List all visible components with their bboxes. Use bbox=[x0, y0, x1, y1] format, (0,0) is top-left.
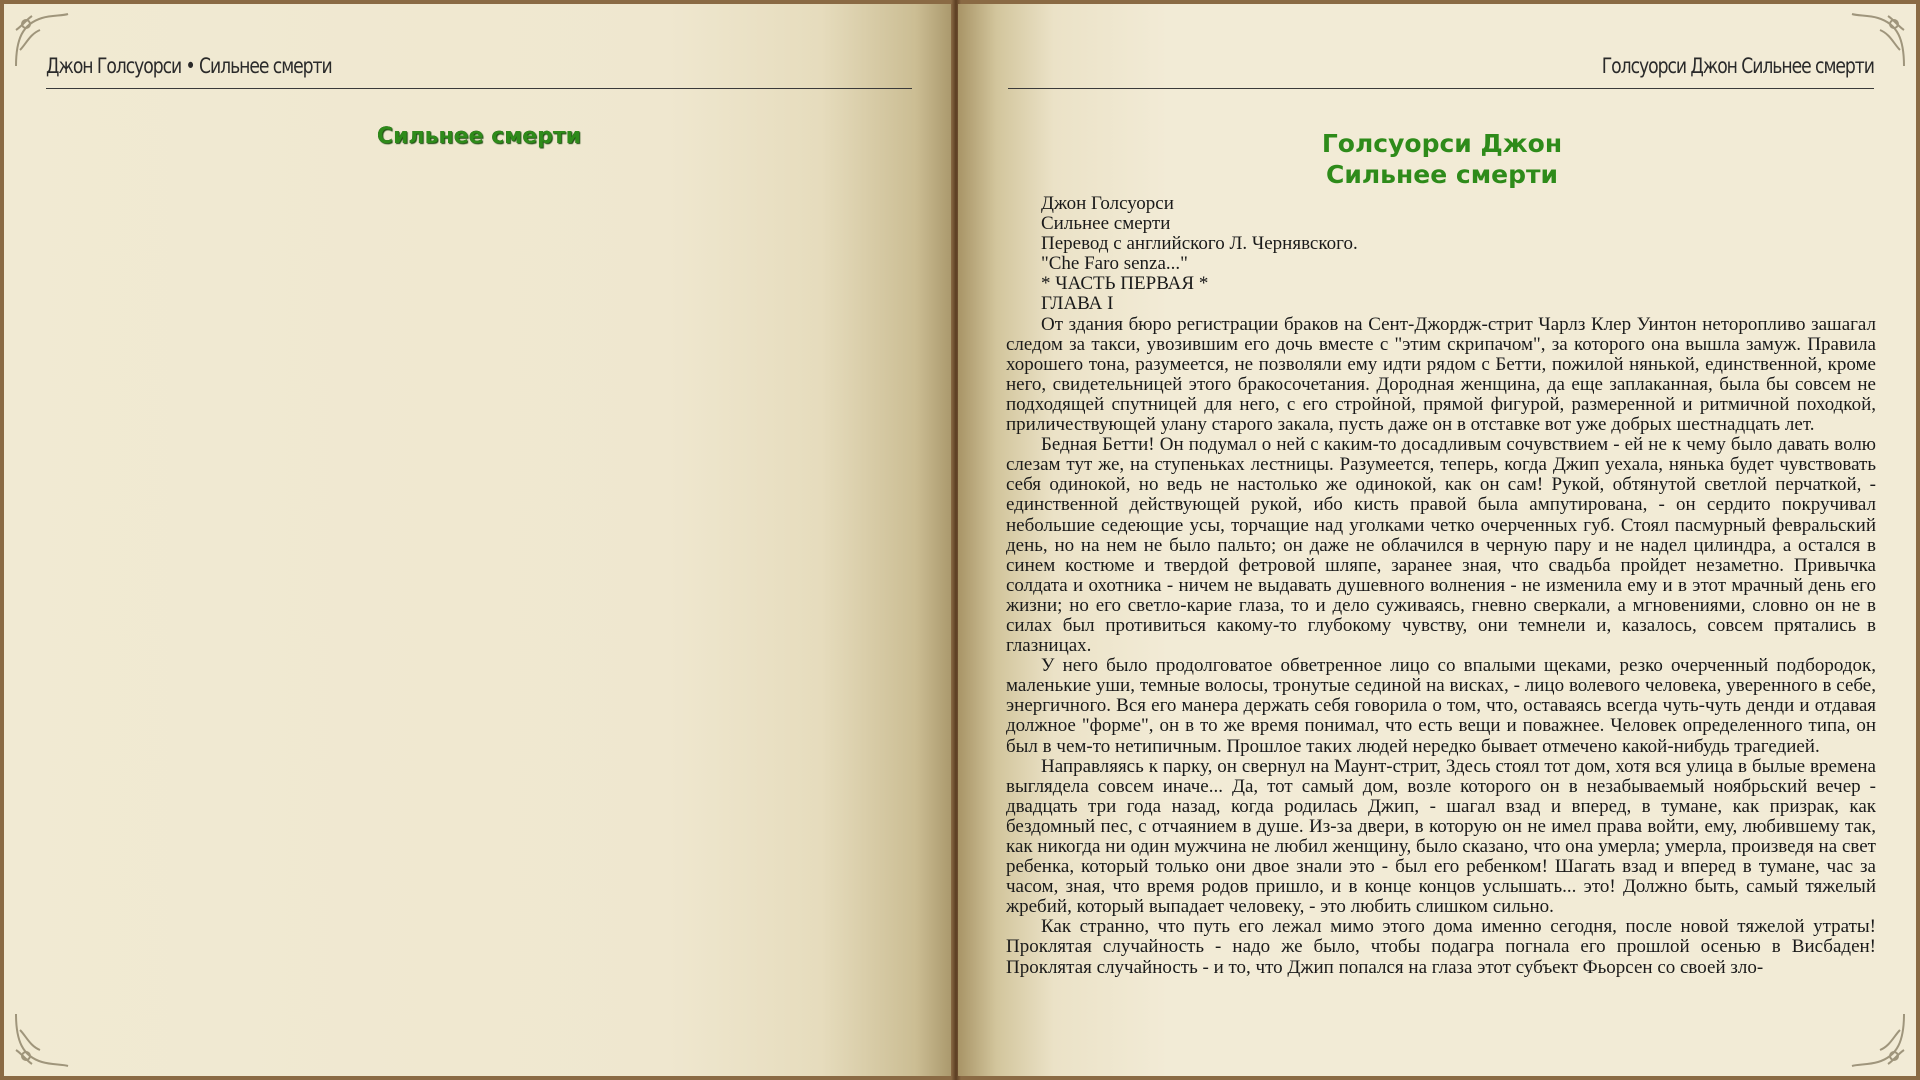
running-head-left: Джон Голсуорси • Сильнее смерти bbox=[46, 54, 332, 78]
text-paragraph: Бедная Бетти! Он подумал о ней с каким-то досадливым сочувствием - ей не к чему было давать волю слезам тут же, на ступеньках лестницы. Разумеется, теперь, когда Джип уехала, нянька будет чувствовать себя одинокой, но ведь не настолько же одинокой, как он сам! Рукой, обтянутой светлой перчаткой, - единственной действующей рукой, ибо кисть правой была ампутирована, - он сердито покручивал небольшие седеющие усы, торчащие над уголками четко очерченных губ. Стоял пасмурный февральский день, но на нем не было пальто; он даже не облачился в черную пару и не надел цилиндра, а остался в синем костюме и твердой фетровой шляпе, заранее зная, что свадьба пройдет незаметно. Привычка солдата и охотника - ничем не выдавать душевного волнения - не изменила ему и в этот мрачный день его жизни; но его светло-карие глаза, то и дело суживаясь, гневно сверкали, а мгновениями, словно он не в силах был противиться какому-то глубокому чувству, они темнели и, казалось, совсем прятались в глазницах. bbox=[1006, 434, 1876, 657]
header-rule bbox=[46, 88, 912, 89]
header-rule bbox=[1008, 88, 1874, 89]
text-paragraph: Перевод с английского Л. Чернявского. bbox=[1041, 233, 1358, 255]
text-paragraph: Как странно, что путь его лежал мимо этого дома именно сегодня, после новой тяжелой утраты! Проклятая случайность - надо же было, чтобы подагра погнала его прошлой осенью в Висбаден! Проклятая случайность - и то, что Джип попался на глаза этот субъект Фьорсен со своей зло- bbox=[1006, 916, 1876, 978]
text-paragraph: У него было продолговатое обветренное лицо со впалыми щеками, резко очерченный подбородок, маленькие уши, темные волосы, тронутые сединой на висках, - лицо волевого человека, уверенного в себе, энергичного. Вся его манера держать себя говорила о том, что, оставаясь всегда чуть-чуть денди и отдавая должное "форме", он в то же время понимал, что есть вещи и поважнее. Человек определенного типа, он был в чем-то нетипичным. Прошлое таких людей нередко бывает отмечено какой-нибудь трагедией. bbox=[1006, 655, 1876, 757]
left-page[interactable] bbox=[4, 4, 954, 1076]
text-paragraph: "Che Faro senza..." bbox=[1041, 253, 1188, 275]
running-head-right: Голсуорси Джон Сильнее смерти bbox=[1601, 54, 1874, 78]
page-text bbox=[1006, 194, 1876, 978]
corner-ornament-icon bbox=[12, 1010, 72, 1070]
book-title-name: Сильнее смерти bbox=[1326, 160, 1558, 189]
text-paragraph: ГЛАВА I bbox=[1041, 293, 1114, 315]
book-title-author: Голсуорси Джон bbox=[1321, 129, 1563, 158]
section-title: Сильнее смерти bbox=[376, 124, 582, 149]
text-paragraph: Сильнее смерти bbox=[1041, 213, 1171, 235]
text-paragraph: Направляясь к парку, он свернул на Маунт-стрит, Здесь стоял тот дом, хотя вся улица в былые времена выглядела совсем иначе... Да, тот самый дом, возле которого он в незабываемый ноябрьский вечер - двадцать три года назад, когда родилась Джип, - шагал взад и вперед, в тумане, как призрак, как бездомный пес, с отчаянием в душе. Из-за двери, в которую он не имел права войти, ему, любившему так, как никогда ни один мужчина не любил женщину, было сказано, что она умерла; умерла, произведя на свет ребенка, который только они двое знали это - был его ребенком! Шагать взад и вперед в тумане, час за часом, зная, что время родов пришло, и в конце концов услышать... это! Должно быть, самый тяжелый жребий, который выпадает человеку, - это любить слишком сильно. bbox=[1006, 755, 1876, 918]
text-paragraph: * ЧАСТЬ ПЕРВАЯ * bbox=[1041, 273, 1209, 295]
corner-ornament-icon bbox=[1848, 1010, 1908, 1070]
text-paragraph: От здания бюро регистрации браков на Сент-Джордж-стрит Чарлз Клер Уинтон неторопливо зашагал следом за такси, увозившим его дочь вместе с "этим скрипачом", за которого она вышла замуж. Правила хорошего тона, разумеется, не позволяли ему идти рядом с Бетти, пожилой нянькой, единственной, кроме него, свидетельницей этого бракосочетания. Дородная женщина, да еще заплаканная, была бы совсем не подходящей спутницей для него, с его стройной, прямой фигурой, размеренной и ритмичной походкой, приличествующей улану старого закала, пусть даже он в отставке вот уже добрых шестнадцать лет. bbox=[1006, 313, 1876, 436]
book-title bbox=[1010, 128, 1874, 190]
text-paragraph: Джон Голсуорси bbox=[1041, 193, 1174, 214]
right-page[interactable] bbox=[958, 4, 1916, 1076]
